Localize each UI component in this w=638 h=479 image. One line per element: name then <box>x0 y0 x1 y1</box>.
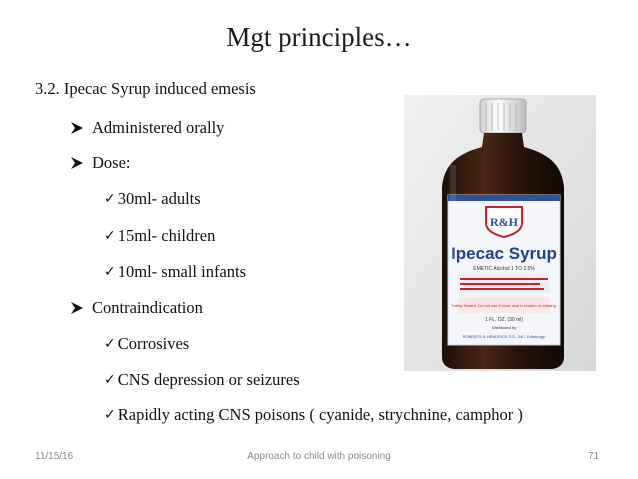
label-brand: Ipecac Syrup <box>451 244 557 263</box>
checkmark-icon: ✓ <box>104 372 116 388</box>
footer-title: Approach to child with poisoning <box>247 451 391 462</box>
ipecac-bottle-photo <box>404 95 596 371</box>
bullet-administered <box>70 118 224 138</box>
arrow-bullet-icon <box>70 301 84 315</box>
bullet-contraindication-text: Contraindication <box>92 298 203 317</box>
dose-item <box>104 189 201 209</box>
dose-item <box>104 262 246 282</box>
checkmark-icon: ✓ <box>104 264 116 280</box>
bottle-illustration <box>404 95 596 371</box>
contra-item-text: Rapidly acting CNS poisons ( cyanide, strychnine, camphor ) <box>117 405 523 424</box>
dose-item-text: 15ml- children <box>117 226 216 245</box>
dose-item-text: 10ml- small infants <box>117 262 247 281</box>
label-seal: Safety Sealed: Do not use if inner seal is broken or missing. <box>451 303 557 308</box>
label-dist: Distributed by <box>491 325 517 330</box>
label-volume: 1 FL. OZ. (30 ml) <box>484 317 524 323</box>
footer-date: 11/15/16 <box>35 451 74 462</box>
contra-item-text: CNS depression or seizures <box>117 370 300 389</box>
contra-item <box>104 334 189 354</box>
arrow-bullet-icon <box>70 121 84 135</box>
checkmark-icon: ✓ <box>104 407 116 423</box>
footer-page-number: 71 <box>588 451 600 462</box>
label-line1: EMETIC Alcohol 1 TO 2.5% <box>473 266 535 272</box>
contra-item-text: Corrosives <box>117 334 190 353</box>
checkmark-icon: ✓ <box>104 228 116 244</box>
label-company: ROBERTS & HENDRICK CO., INC. Edinburgh <box>462 334 546 339</box>
bullet-administered-text: Administered orally <box>92 118 225 137</box>
checkmark-icon: ✓ <box>104 191 116 207</box>
dose-item-text: 30ml- adults <box>117 189 201 208</box>
label-logo: R&H <box>490 215 518 229</box>
bullet-contraindication <box>70 298 203 318</box>
contra-item <box>104 405 523 425</box>
checkmark-icon: ✓ <box>104 336 116 352</box>
bullet-dose-text: Dose: <box>92 153 131 172</box>
section-heading: 3.2. Ipecac Syrup induced emesis <box>35 79 256 98</box>
bullet-dose <box>70 153 131 173</box>
dose-item <box>104 226 215 246</box>
slide-title: Mgt principles… <box>226 22 412 52</box>
arrow-bullet-icon <box>70 156 84 170</box>
contra-item <box>104 370 300 390</box>
